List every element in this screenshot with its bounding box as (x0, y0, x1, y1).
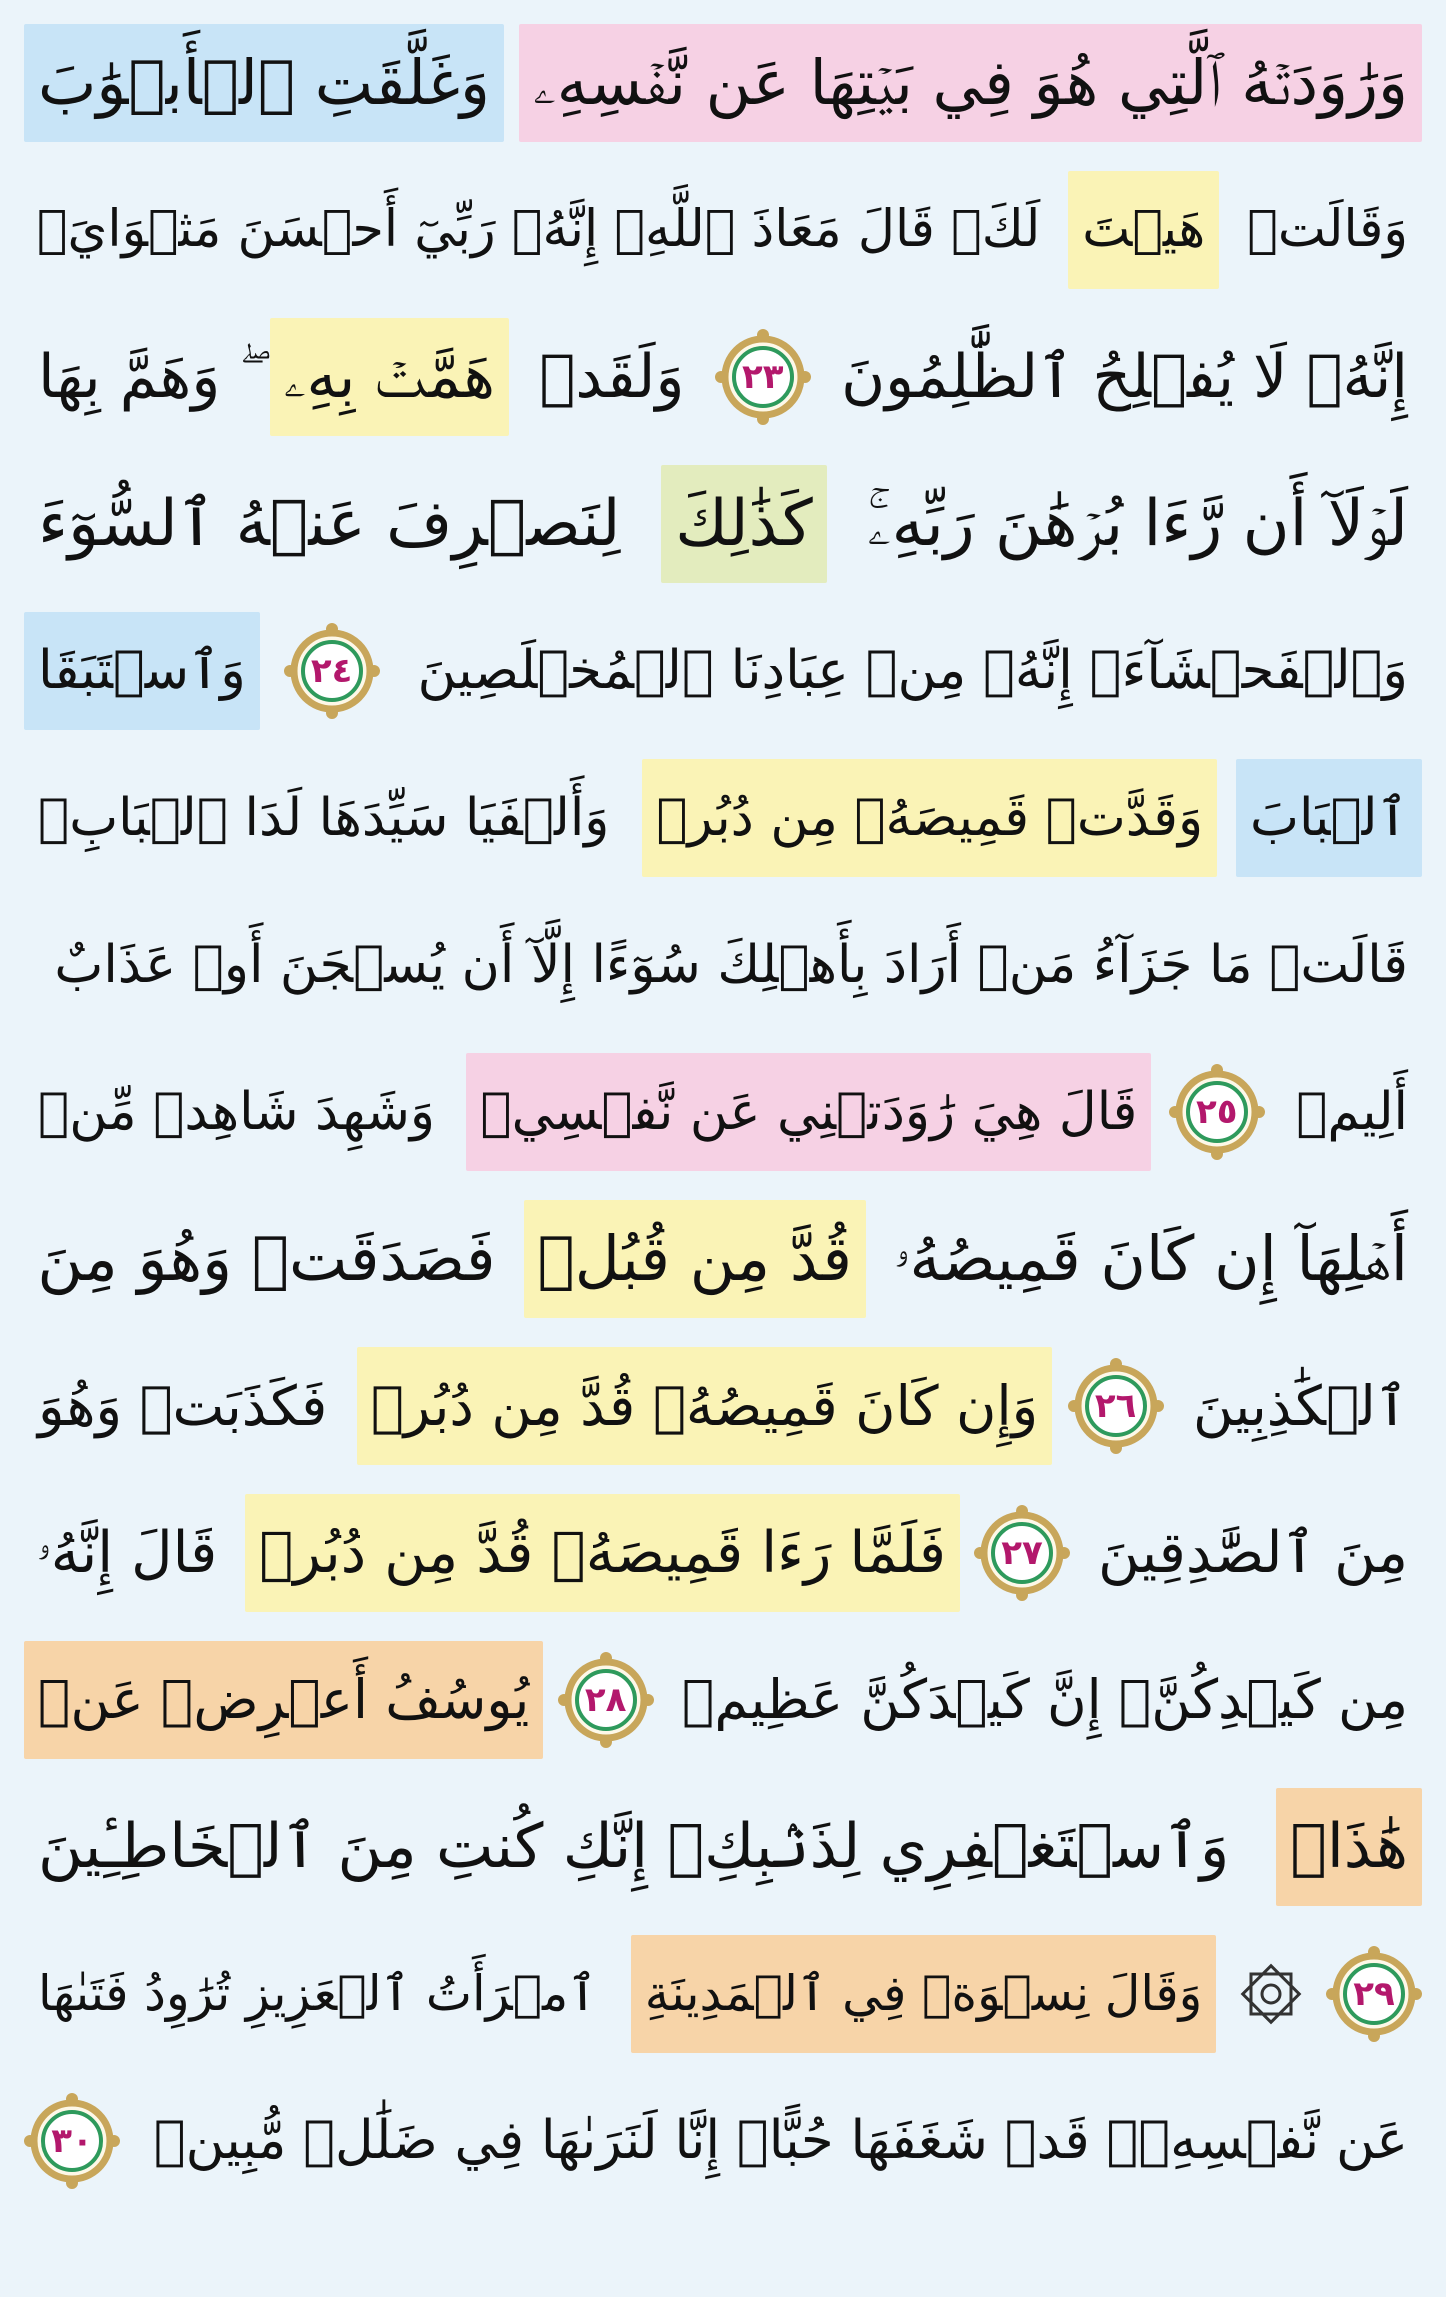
verse-text: عَن نَّفۡسِهِۦۖ قَدۡ شَغَفَهَا حُبًّاۖ إِنَّا لَنَرَىٰهَا فِي ضَلَٰلٖ مُّبِينٖ (153, 2109, 1408, 2171)
verse-end-marker (1169, 1064, 1265, 1160)
highlighted-phrase: يُوسُفُ أَعۡرِضۡ عَنۡ (24, 1641, 543, 1759)
highlighted-phrase: قُدَّ مِن قُبُلٖ (524, 1200, 867, 1318)
verse-end-marker (1068, 1358, 1164, 1454)
highlighted-phrase: كَذَٰلِكَ (661, 465, 827, 583)
verse-number: ٣٠ (51, 2120, 93, 2161)
verse-text: مِنَ ٱلصَّٰدِقِينَ (1098, 1519, 1408, 1586)
verse-text: وَأَلۡفَيَا سَيِّدَهَا لَدَا ٱلۡبَابِۚ (38, 787, 610, 848)
text-line (24, 1784, 1422, 1909)
verse-end-marker (558, 1652, 654, 1748)
text-line (24, 1490, 1422, 1615)
text-line (24, 1343, 1422, 1468)
highlighted-phrase: هَٰذَاۚ (1276, 1788, 1422, 1906)
verse-end-marker (24, 2093, 120, 2189)
text-line (24, 608, 1422, 733)
verse-end-marker (974, 1505, 1070, 1601)
rub-el-hizb-star-icon (1236, 1959, 1306, 2029)
verse-number: ٢٨ (584, 1679, 627, 1720)
highlighted-phrase: هَيۡتَ (1068, 171, 1219, 289)
text-line (24, 755, 1422, 880)
verse-end-marker (1326, 1946, 1422, 2042)
highlighted-phrase: هَمَّتۡ بِهِۦ (270, 318, 509, 436)
highlighted-phrase: وَغَلَّقَتِ ٱلۡأَبۡوَٰبَ (24, 24, 504, 142)
text-line (24, 314, 1422, 439)
highlighted-phrase: وَٱسۡتَبَقَا (24, 612, 260, 730)
verse-number: ٢٥ (1196, 1091, 1238, 1132)
verse-text: لَكَۚ قَالَ مَعَاذَ ٱللَّهِۖ إِنَّهُۥ رَبِّيٓ أَحۡسَنَ مَثۡوَايَۖ (36, 199, 1041, 259)
text-line (24, 20, 1422, 145)
highlighted-phrase: قَالَ هِيَ رَٰوَدَتۡنِي عَن نَّفۡسِيۚ (466, 1053, 1151, 1171)
verse-text: وَلَقَدۡ (539, 341, 685, 412)
verse-text: لَوۡلَآ أَن رَّءَا بُرۡهَٰنَ رَبِّهِۦۚ (867, 486, 1408, 561)
highlighted-phrase: فَلَمَّا رَءَا قَمِيصَهُۥ قُدَّ مِن دُبُرٖ (245, 1494, 960, 1612)
verse-text: وَشَهِدَ شَاهِدٞ مِّنۡ (38, 1081, 435, 1142)
verse-text: وَٱلۡفَحۡشَآءَۚ إِنَّهُۥ مِنۡ عِبَادِنَا ٱلۡمُخۡلَصِينَ (417, 639, 1408, 701)
text-line (24, 167, 1422, 292)
verse-text: لِنَصۡرِفَ عَنۡهُ ٱلسُّوٓءَ (38, 486, 621, 561)
verse-number: ٢٩ (1353, 1973, 1395, 2014)
highlighted-phrase: ٱلۡبَابَ (1236, 759, 1422, 877)
highlighted-phrase: وَرَٰوَدَتۡهُ ٱلَّتِي هُوَ فِي بَيۡتِهَا عَن نَّفۡسِهِۦ (519, 24, 1422, 142)
verse-text: إِنَّهُۥ لَا يُفۡلِحُ ٱلظَّٰلِمُونَ (841, 341, 1408, 412)
verse-number: ٢٣ (742, 356, 784, 397)
verse-text: وَقَالَتۡ (1247, 199, 1408, 259)
text-line (24, 2078, 1422, 2203)
text-line (24, 461, 1422, 586)
verse-number: ٢٦ (1094, 1385, 1137, 1426)
verse-text: قَالَ إِنَّهُۥ (36, 1519, 218, 1586)
text-line (24, 1931, 1422, 2056)
verse-text: ٱلۡكَٰذِبِينَ (1192, 1373, 1408, 1438)
text-line (24, 1049, 1422, 1174)
verse-text: وَٱسۡتَغۡفِرِي لِذَنۢبِكِۖ إِنَّكِ كُنتِ مِنَ ٱلۡخَاطِـِٔينَ (38, 1810, 1230, 1882)
highlighted-phrase: وَإِن كَانَ قَمِيصُهُۥ قُدَّ مِن دُبُرٖ (357, 1347, 1053, 1465)
verse-number: ٢٤ (310, 650, 353, 691)
highlighted-phrase: وَقَالَ نِسۡوَةٞ فِي ٱلۡمَدِينَةِ (631, 1935, 1217, 2053)
text-line (24, 1196, 1422, 1321)
verse-text: ٱمۡرَأَتُ ٱلۡعَزِيزِ تُرَٰوِدُ فَتَىٰهَا (38, 1964, 597, 2022)
verse-text: أَهۡلِهَآ إِن كَانَ قَمِيصُهُۥ (894, 1221, 1408, 1295)
verse-text: مِن كَيۡدِكُنَّۖ إِنَّ كَيۡدَكُنَّ عَظِيمٞ (681, 1667, 1408, 1731)
verse-end-marker (715, 329, 811, 425)
verse-number: ٢٧ (1001, 1532, 1043, 1573)
verse-text: فَصَدَقَتۡ وَهُوَ مِنَ (37, 1221, 496, 1295)
verse-text: أَلِيمٞ (1296, 1081, 1408, 1142)
verse-text: قَالَتۡ مَا جَزَآءُ مَنۡ أَرَادَ بِأَهۡلِكَ سُوٓءًا إِلَّآ أَن يُسۡجَنَ أَوۡ عَذَابٌ (54, 934, 1408, 995)
verse-end-marker (284, 623, 380, 719)
text-line (24, 902, 1422, 1027)
verse-text: ۖ وَهَمَّ بِهَا (38, 341, 240, 412)
highlighted-phrase: وَقَدَّتۡ قَمِيصَهُۥ مِن دُبُرٖ (642, 759, 1217, 877)
text-line (24, 1637, 1422, 1762)
verse-text: فَكَذَبَتۡ وَهُوَ (38, 1373, 328, 1438)
